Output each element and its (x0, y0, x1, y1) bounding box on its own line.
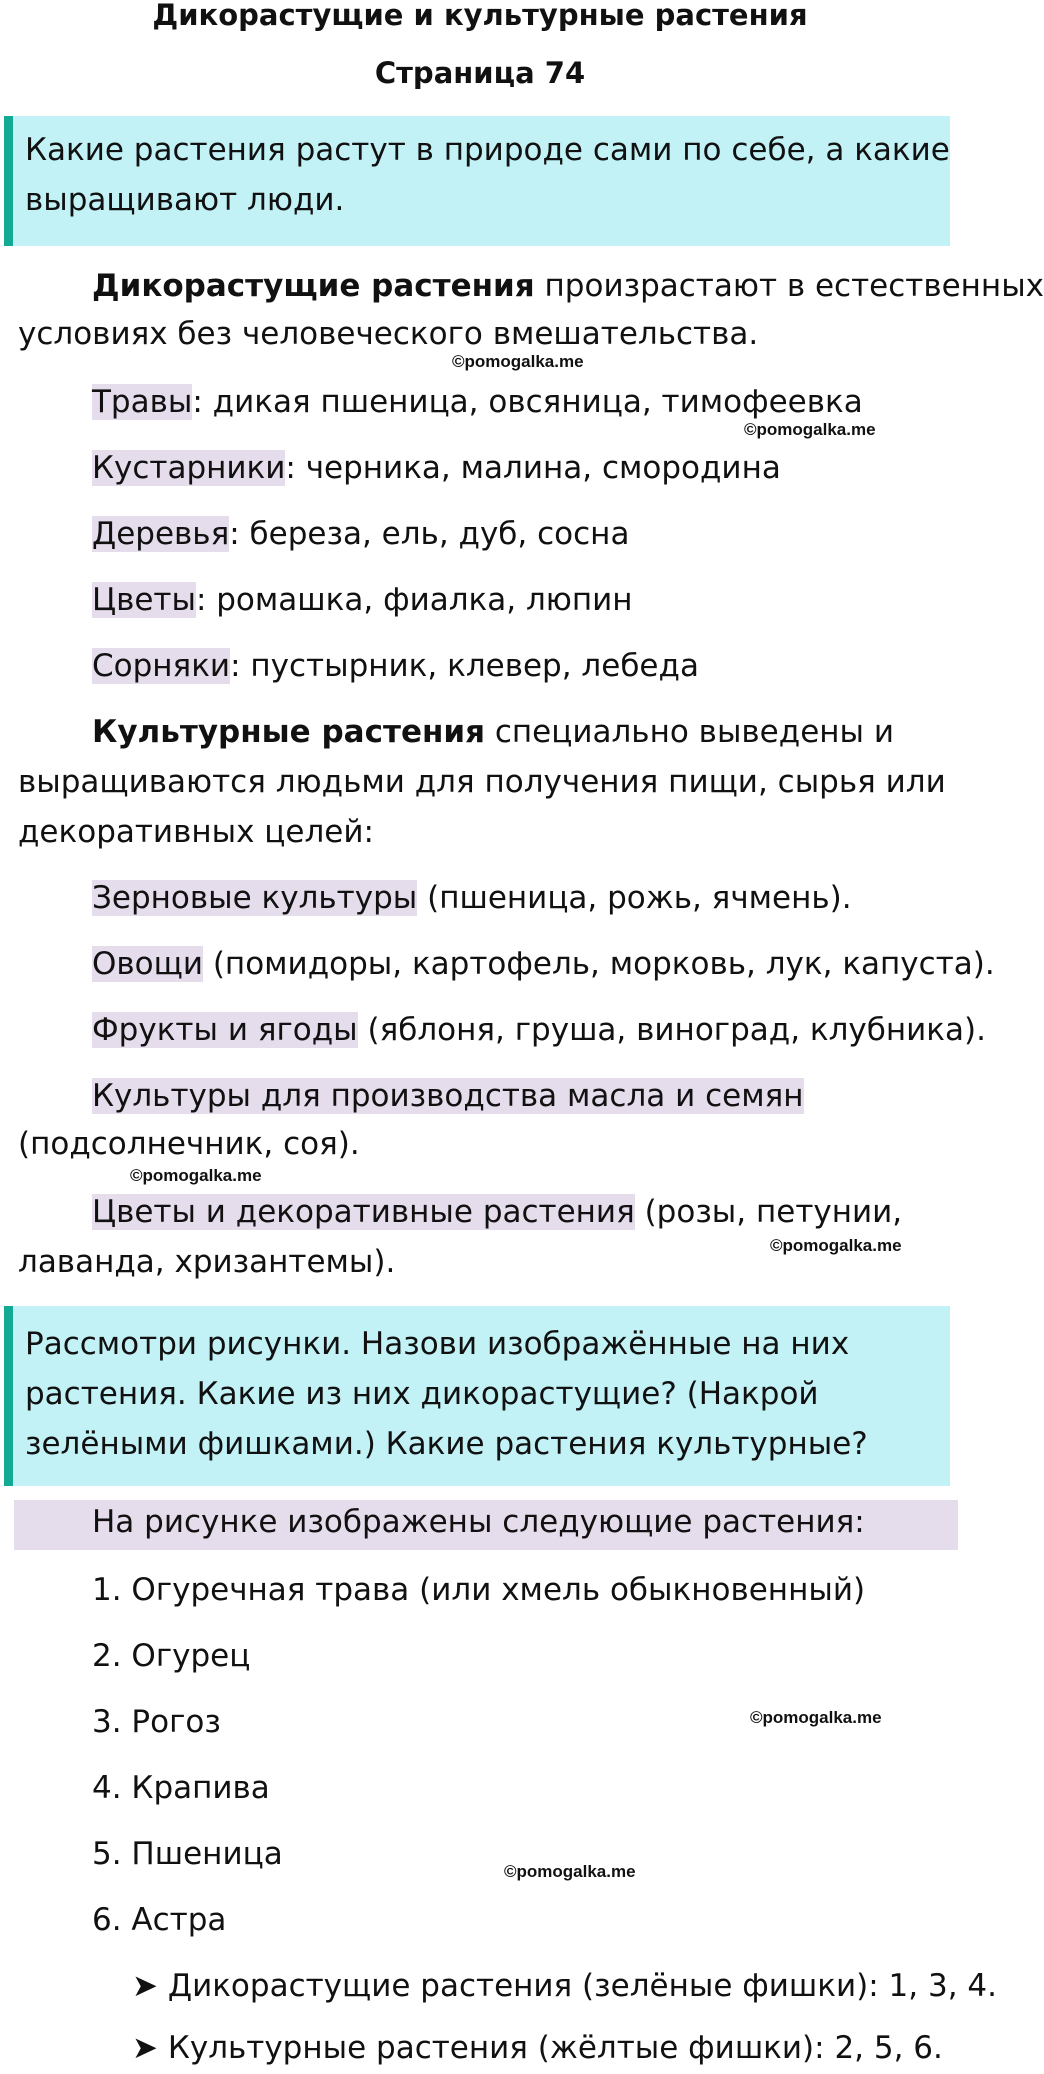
category-label: Зерновые культуры (92, 880, 418, 916)
question-line: Какие растения растут в природе сами по себе, а какие (25, 132, 950, 168)
list-item: Овощи (помидоры, картофель, морковь, лук, капуста). (92, 946, 995, 982)
question-box-2 (4, 1306, 950, 1486)
answer-list-item: 3. Рогоз (92, 1704, 221, 1740)
answer-list-item: 6. Астра (92, 1902, 227, 1938)
answer-intro: На рисунке изображены следующие растения: (92, 1504, 865, 1540)
cultivated-definition-cont: выращиваются людьми для получения пищи, сырья или (18, 764, 946, 800)
summary-bullet: ➤ Культурные растения (жёлтые фишки): 2, 5, 6. (132, 2030, 943, 2066)
summary-bullet: ➤ Дикорастущие растения (зелёные фишки): 1, 3, 4. (132, 1968, 997, 2004)
question-line: выращивают люди. (25, 182, 345, 218)
wild-definition: Дикорастущие растения произрастают в естественных (92, 268, 1044, 304)
category-label: Деревья (92, 516, 230, 552)
list-item: Фрукты и ягоды (яблоня, груша, виноград, клубника). (92, 1012, 986, 1048)
answer-list-item: 4. Крапива (92, 1770, 270, 1806)
watermark: ©pomogalka.me (770, 1236, 902, 1255)
category-label: Культуры для производства масла и семян (92, 1078, 804, 1114)
category-label: Цветы (92, 582, 196, 618)
arrowhead-bullet-icon: ➤ (132, 1968, 158, 2004)
question-line: Рассмотри рисунки. Назови изображённые на них (25, 1326, 850, 1362)
watermark: ©pomogalka.me (750, 1708, 882, 1727)
page-title: Дикорастущие и культурные растения (152, 0, 808, 32)
list-item-cont: лаванда, хризантемы). (18, 1244, 396, 1280)
watermark: ©pomogalka.me (744, 420, 876, 439)
wild-term: Дикорастущие растения (92, 268, 535, 304)
list-item (92, 1078, 804, 1114)
list-item-cont: (подсолнечник, соя). (18, 1126, 360, 1162)
category-label: Фрукты и ягоды (92, 1012, 358, 1048)
arrowhead-bullet-icon: ➤ (132, 2030, 158, 2066)
answer-list-item: 1. Огуречная трава (или хмель обыкновенный) (92, 1572, 866, 1608)
category-label: Цветы и декоративные растения (92, 1194, 635, 1230)
list-item: Сорняки: пустырник, клевер, лебеда (92, 648, 699, 684)
list-item: Кустарники: черника, малина, смородина (92, 450, 781, 486)
answer-list-item: 2. Огурец (92, 1638, 251, 1674)
question-box-1 (4, 116, 950, 246)
list-item: Деревья: береза, ель, дуб, сосна (92, 516, 630, 552)
category-label: Кустарники (92, 450, 286, 486)
cultivated-definition-cont: декоративных целей: (18, 814, 374, 850)
watermark: ©pomogalka.me (130, 1166, 262, 1185)
watermark: ©pomogalka.me (504, 1862, 636, 1881)
wild-definition-cont: условиях без человеческого вмешательства. (18, 316, 759, 352)
category-label: Овощи (92, 946, 203, 982)
list-item: Травы: дикая пшеница, овсяница, тимофеевка (92, 384, 863, 420)
list-item: Цветы: ромашка, фиалка, люпин (92, 582, 633, 618)
answer-list-item: 5. Пшеница (92, 1836, 283, 1872)
category-label: Сорняки (92, 648, 231, 684)
watermark: ©pomogalka.me (452, 352, 584, 371)
list-item: Цветы и декоративные растения (розы, петунии, (92, 1194, 903, 1230)
list-item: Зерновые культуры (пшеница, рожь, ячмень). (92, 880, 852, 916)
cultivated-definition: Культурные растения специально выведены и (92, 714, 895, 750)
question-line: растения. Какие из них дикорастущие? (Накрой (25, 1376, 819, 1412)
cultivated-term: Культурные растения (92, 714, 486, 750)
question-line: зелёными фишками.) Какие растения культурные? (25, 1426, 868, 1462)
category-label: Травы (92, 384, 193, 420)
page-number: Страница 74 (374, 56, 586, 90)
